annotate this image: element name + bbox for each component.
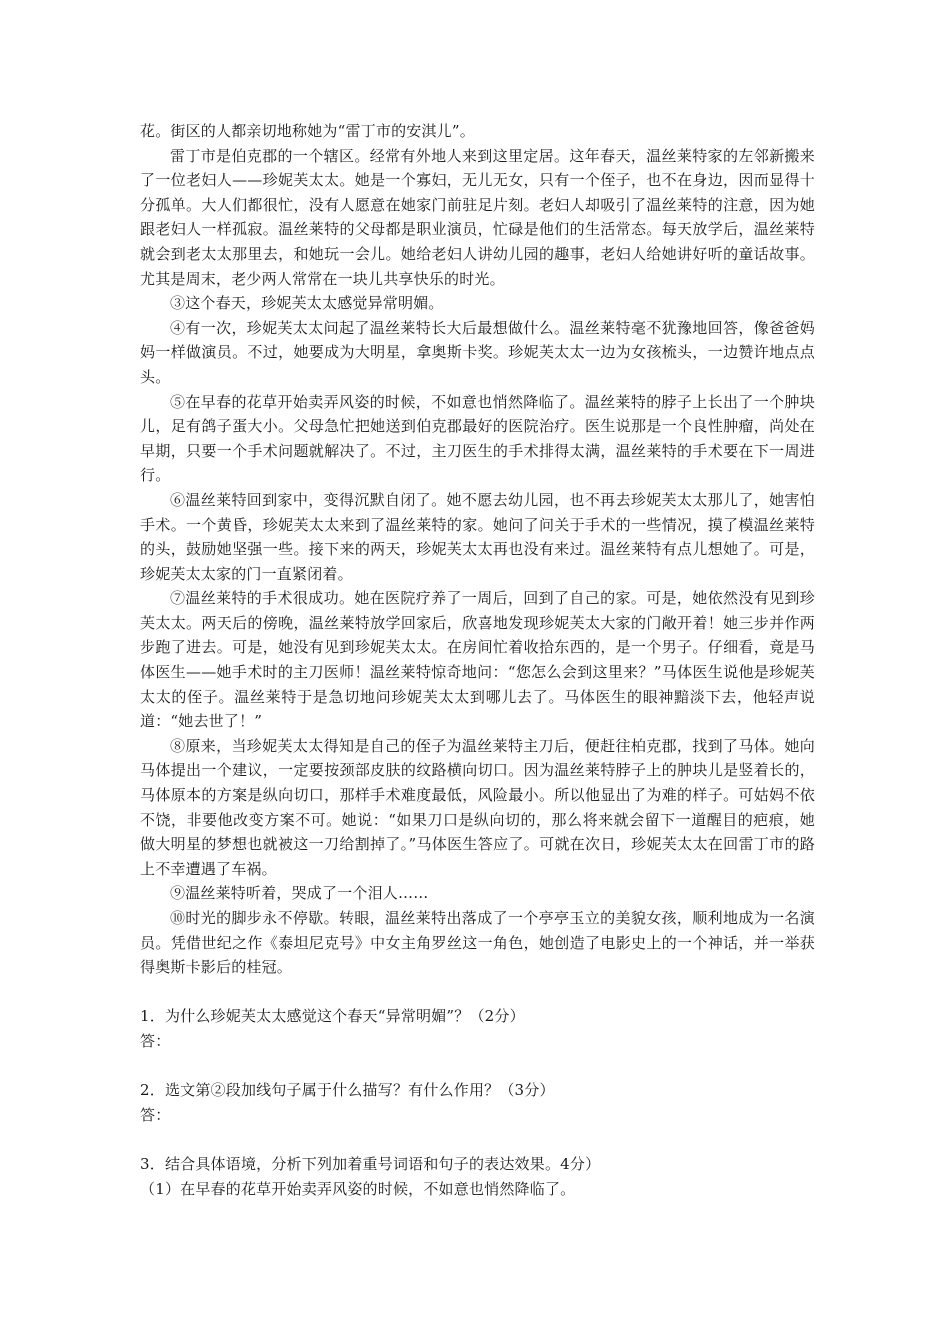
answer-1-label: 答：: [140, 1031, 171, 1050]
passage-paragraph-2: 雷丁市是伯克郡的一个辖区。经常有外地人来到这里定居。这年春天，温丝莱特家的左邻新搬来了一位老妇人——珍妮芙太太。她是一个寡妇，无儿无女，只有一个侄子，也不在身边，因而显得十分孤单。大人们都很忙，没有人愿意在她家门前驻足片刻。老妇人却吸引了温丝莱特的注意，因为她跟老妇人一样孤寂。温丝莱特的父母都是职业演员，忙碌是他们的生活常态。每天放学后，温丝莱特就会到老太太那里去，和她玩一会儿。她给老妇人讲幼儿园的趣事，老妇人给她讲好听的童话故事。尤其是周末，老少两人常常在一块儿共享快乐的时光。: [140, 146, 815, 288]
document-body: [140, 119, 815, 1201]
passage-paragraph-8: ⑧原来，当珍妮芙太太得知是自己的侄子为温丝莱特主刀后，便赶往柏克郡，找到了马体。她向马体提出一个建议，一定要按颈部皮肤的纹路横向切口。因为温丝莱特脖子上的肿块儿是竖着长的，马体原本的方案是纵向切口，那样手术难度最低，风险最小。所以他显出了为难的样子。可姑妈不依不饶，非要他改变方案不可。她说：“如果刀口是纵向切的，那么将来就会留下一道醒目的疤痕，她做大明星的梦想也就被这一刀给割掉了。”马体医生答应了。可就在次日，珍妮芙太太在回雷丁市的路上不幸遭遇了车祸。: [140, 736, 815, 878]
passage-paragraph-4: ④有一次，珍妮芙太太问起了温丝莱特长大后最想做什么。温丝莱特毫不犹豫地回答，像爸爸妈妈一样做演员。不过，她要成为大明星，拿奥斯卡奖。珍妮芙太太一边为女孩梳头，一边赞许地点点头。: [140, 318, 815, 386]
spacer: [140, 1127, 815, 1152]
passage-paragraph-1-tail: 花。街区的人都亲切地称她为“雷丁市的安淇儿”。: [140, 122, 475, 140]
passage-paragraph-7: ⑦温丝莱特的手术很成功。她在医院疗养了一周后，回到了自己的家。可是，她依然没有见到珍芙太太。两天后的傍晚，温丝莱特放学回家后，欣喜地发现珍妮芙太大家的门敞开着！她三步并作两步跑了进去。可是，她没有见到珍妮芙太太。在房间忙着收拾东西的，是一个男子。仔细看，竟是马体医生——她手术时的主刀医师！温丝莱特惊奇地问：“您怎么会到这里来？”马体医生说他是珍妮芙太太的侄子。温丝莱特于是急切地问珍妮芙太太到哪儿去了。马体医生的眼神黯淡下去，他轻声说道：“她去世了！”: [140, 589, 815, 731]
passage-paragraph-9: ⑨温丝莱特听着，哭成了一个泪人……: [170, 884, 429, 903]
question-3: 3．结合具体语境，分析下列加着重号词语和句子的表达效果。4分）: [140, 1154, 601, 1173]
passage-paragraph-3: ③这个春天，珍妮芙太太感觉异常明媚。: [170, 294, 444, 313]
passage-paragraph-10: ⑩时光的脚步永不停歇。转眼，温丝莱特出落成了一个亭亭玉立的美貌女孩，顺利地成为一名演员。凭借世纪之作《泰坦尼克号》中女主角罗丝这一角色，她创造了电影史上的一个神话，并一举获得奥斯卡影后的桂冠。: [140, 909, 815, 977]
question-1: 1．为什么珍妮芙太太感觉这个春天“异常明媚”？（2分）: [140, 1007, 525, 1026]
spacer: [140, 980, 815, 1005]
passage-paragraph-5: ⑤在早春的花草开始卖弄风姿的时候，不如意也悄然降临了。温丝莱特的脖子上长出了一个肿块儿，足有鸽子蛋大小。父母急忙把她送到伯克郡最好的医院治疗。医生说那是一个良性肿瘤，尚处在早期，只要一个手术问题就解决了。不过，主刀医生的手术排得太满，温丝莱特的手术要在下一周进行。: [140, 392, 815, 485]
passage-paragraph-6: ⑥温丝莱特回到家中，变得沉默自闭了。她不愿去幼儿园，也不再去珍妮芙太太那儿了，她害怕手术。一个黄昏，珍妮芙太太来到了温丝莱特的家。她问了问关于手术的一些情况，摸了模温丝莱特的头，鼓励她坚强一些。接下来的两天，珍妮芙太太再也没有来过。温丝莱特有点儿想她了。可是，珍妮芙太太家的门一直紧闭着。: [140, 490, 815, 583]
answer-2-label: 答：: [140, 1105, 171, 1124]
question-2: 2．选文第②段加线句子属于什么描写？有什么作用？（3分）: [140, 1081, 555, 1100]
question-3-subitem-1: （1）在早春的花草开始卖弄风姿的时候，不如意也悄然降临了。: [140, 1179, 576, 1198]
spacer: [140, 1054, 815, 1079]
